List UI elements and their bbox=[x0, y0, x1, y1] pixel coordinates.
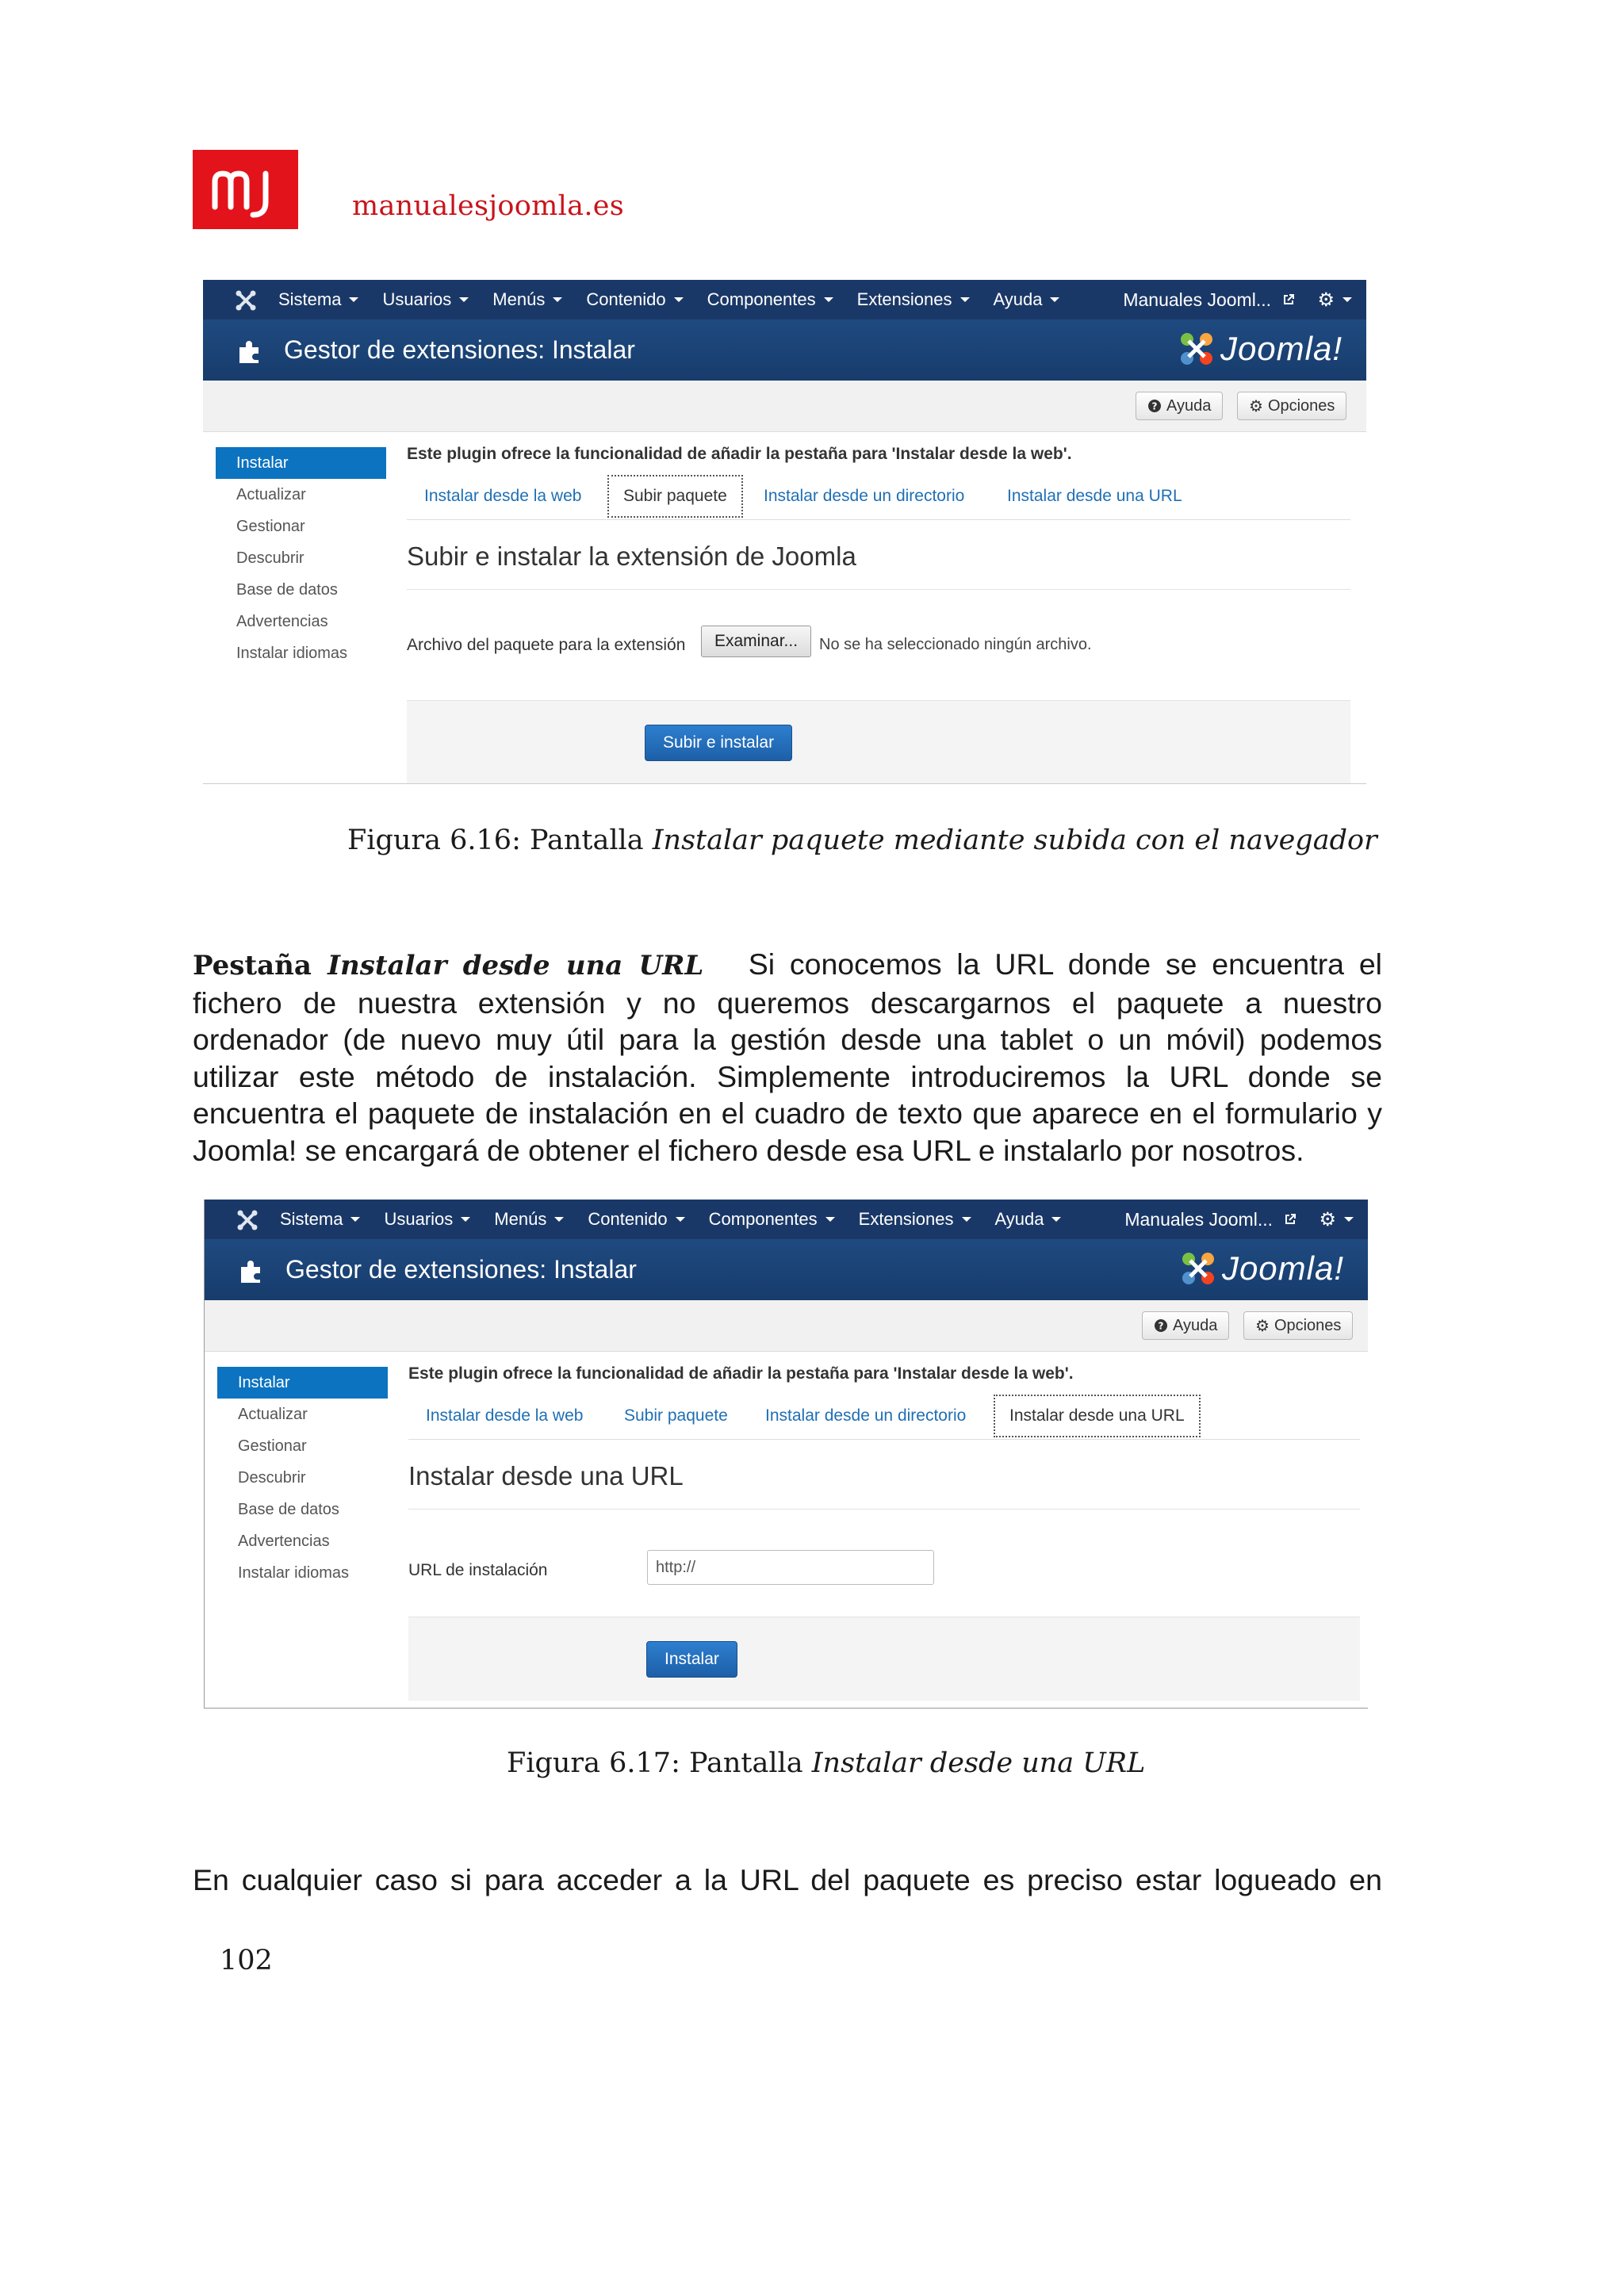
caret-down-icon bbox=[350, 1217, 360, 1222]
help-button[interactable]: ? Ayuda bbox=[1136, 392, 1223, 420]
body-paragraph-2: En cualquier caso si para acceder a la URL del paquete es preciso estar logueado en bbox=[193, 1863, 1382, 1896]
sidebar-item-instalar-idiomas[interactable]: Instalar idiomas bbox=[236, 644, 348, 662]
install-url-label: URL de instalación bbox=[408, 1561, 548, 1579]
install-url-input[interactable]: http:// bbox=[647, 1550, 934, 1585]
site-link[interactable]: Manuales Jooml... bbox=[1124, 1200, 1297, 1239]
figure-caption-1: Figura 6.16: Pantalla Instalar paquete mediante subida con el navegador bbox=[347, 825, 1377, 856]
question-icon bbox=[1147, 399, 1162, 413]
svg-text:?: ? bbox=[1158, 1320, 1164, 1332]
svg-text:?: ? bbox=[1151, 400, 1158, 412]
tab-install-from-url[interactable]: Instalar desde una URL bbox=[1007, 487, 1182, 505]
no-file-text: No se ha seleccionado ningún archivo. bbox=[819, 636, 1092, 653]
caret-down-icon bbox=[1342, 297, 1352, 302]
upload-install-button[interactable]: Subir e instalar bbox=[645, 725, 792, 761]
question-icon bbox=[1154, 1318, 1168, 1333]
sidebar-item-base-de-datos[interactable]: Base de datos bbox=[236, 580, 338, 599]
toolbar bbox=[205, 1300, 1368, 1352]
puzzle-icon bbox=[236, 338, 263, 365]
site-link[interactable]: Manuales Jooml... bbox=[1123, 280, 1295, 320]
caret-down-icon bbox=[1050, 297, 1059, 302]
tab-upload-package[interactable]: Subir paquete bbox=[607, 475, 743, 518]
admin-top-menu bbox=[203, 280, 1366, 320]
caret-down-icon bbox=[674, 297, 684, 302]
gear-icon: ⚙ bbox=[1319, 1208, 1336, 1230]
tab-install-from-directory[interactable]: Instalar desde un directorio bbox=[764, 487, 965, 505]
sidebar-item-actualizar[interactable]: Actualizar bbox=[238, 1405, 308, 1423]
plugin-notice: Este plugin ofrece la funcionalidad de añadir la pestaña para 'Instalar desde la web'. bbox=[408, 1364, 1074, 1383]
figure-bottom-border bbox=[203, 783, 1366, 784]
settings-menu[interactable] bbox=[1319, 1200, 1354, 1239]
tab-install-from-web[interactable]: Instalar desde la web bbox=[426, 1406, 584, 1425]
paragraph-lead: Pestaña Instalar desde una URL bbox=[193, 950, 704, 982]
options-button[interactable]: ⚙ Opciones bbox=[1243, 1311, 1353, 1340]
menu-contenido[interactable]: Contenido bbox=[586, 289, 683, 310]
title-bar bbox=[205, 1239, 1368, 1300]
tab-install-from-directory[interactable]: Instalar desde un directorio bbox=[765, 1406, 967, 1425]
sidebar bbox=[216, 447, 386, 669]
figure-upload-package bbox=[203, 280, 1366, 784]
external-link-icon bbox=[1282, 293, 1295, 306]
sidebar-item-base-de-datos[interactable]: Base de datos bbox=[238, 1500, 339, 1518]
menu-sistema[interactable]: Sistema bbox=[278, 289, 358, 310]
sidebar-item-instalar-idiomas[interactable]: Instalar idiomas bbox=[238, 1563, 350, 1582]
main-menu bbox=[278, 280, 1083, 320]
sidebar-item-advertencias[interactable]: Advertencias bbox=[238, 1532, 330, 1550]
joomla-logo: Joomla! bbox=[1179, 1249, 1344, 1288]
toolbar bbox=[203, 381, 1366, 432]
menu-menus[interactable]: Menús bbox=[492, 289, 562, 310]
figure-caption-2: Figura 6.17: Pantalla Instalar desde una URL bbox=[507, 1747, 1146, 1779]
menu-extensiones[interactable]: Extensiones bbox=[857, 289, 970, 310]
install-tabs bbox=[407, 472, 1350, 520]
menu-usuarios[interactable]: Usuarios bbox=[384, 1209, 470, 1230]
sidebar-item-gestionar[interactable]: Gestionar bbox=[236, 517, 305, 535]
caret-down-icon bbox=[825, 1217, 835, 1222]
caret-down-icon bbox=[824, 297, 833, 302]
joomla-logo-icon bbox=[1178, 330, 1216, 368]
sidebar-item-gestionar[interactable]: Gestionar bbox=[238, 1437, 307, 1455]
caret-down-icon bbox=[459, 297, 469, 302]
form-actions bbox=[408, 1617, 1360, 1701]
menu-sistema[interactable]: Sistema bbox=[280, 1209, 360, 1230]
install-button[interactable]: Instalar bbox=[646, 1641, 737, 1678]
tab-install-from-url[interactable]: Instalar desde una URL bbox=[994, 1395, 1201, 1437]
menu-ayuda[interactable]: Ayuda bbox=[995, 1209, 1062, 1230]
form-actions bbox=[407, 700, 1350, 784]
menu-extensiones[interactable]: Extensiones bbox=[859, 1209, 971, 1230]
menu-componentes[interactable]: Componentes bbox=[707, 289, 833, 310]
sidebar-item-actualizar[interactable]: Actualizar bbox=[236, 485, 306, 503]
section-title: Subir e instalar la extensión de Joomla bbox=[407, 541, 1350, 590]
menu-ayuda[interactable]: Ayuda bbox=[994, 289, 1060, 310]
admin-top-menu bbox=[205, 1200, 1368, 1239]
page-title: Gestor de extensiones: Instalar bbox=[285, 1255, 637, 1284]
main-menu bbox=[280, 1200, 1085, 1239]
gear-icon: ⚙ bbox=[1255, 1317, 1270, 1335]
caret-down-icon bbox=[349, 297, 358, 302]
sidebar-item-descubrir[interactable]: Descubrir bbox=[236, 549, 304, 567]
caret-down-icon bbox=[553, 297, 562, 302]
site-name: manualesjoomla.es bbox=[352, 190, 625, 222]
tab-upload-package[interactable]: Subir paquete bbox=[624, 1406, 728, 1425]
page-title: Gestor de extensiones: Instalar bbox=[284, 335, 635, 364]
browse-button[interactable]: Examinar... bbox=[701, 626, 811, 657]
caret-down-icon bbox=[1344, 1217, 1354, 1222]
menu-componentes[interactable]: Componentes bbox=[709, 1209, 835, 1230]
joomla-logo: Joomla! bbox=[1178, 329, 1342, 369]
figure-install-from-url bbox=[204, 1200, 1368, 1709]
caret-down-icon bbox=[676, 1217, 685, 1222]
sidebar-item-advertencias[interactable]: Advertencias bbox=[236, 612, 328, 630]
caret-down-icon bbox=[1051, 1217, 1061, 1222]
joomla-menu-icon[interactable] bbox=[236, 1209, 259, 1231]
menu-contenido[interactable]: Contenido bbox=[588, 1209, 684, 1230]
sidebar-item-descubrir[interactable]: Descubrir bbox=[238, 1468, 306, 1487]
caret-down-icon bbox=[554, 1217, 564, 1222]
install-tabs bbox=[408, 1391, 1360, 1440]
caret-down-icon bbox=[461, 1217, 470, 1222]
manualesjoomla-logo bbox=[193, 150, 298, 229]
title-bar bbox=[203, 320, 1366, 381]
section-title: Instalar desde una URL bbox=[408, 1461, 1360, 1510]
page-number: 102 bbox=[220, 1945, 273, 1976]
external-link-icon bbox=[1284, 1213, 1297, 1226]
joomla-logo-icon bbox=[1179, 1249, 1217, 1288]
sidebar-item-instalar[interactable]: Instalar bbox=[216, 447, 386, 479]
caret-down-icon bbox=[960, 297, 970, 302]
tab-install-from-web[interactable]: Instalar desde la web bbox=[424, 487, 582, 505]
puzzle-icon bbox=[238, 1257, 265, 1284]
body-paragraph-1: Pestaña Instalar desde una URL Si conocemos la URL donde se encuentra el fichero de nuestra extensión y no queremos descargarnos el paquete a nuestro ordenador (de nuevo muy útil para la gestión desde una tablet o un móvil) podemos utilizar este método de instalación. Simplemente introduciremos la URL donde se encuentra el paquete de instalación en el cuadro de texto que aparece en el formulario y Joomla! se encargará de obtener el fichero desde esa URL e instalarlo por nosotros. bbox=[193, 947, 1383, 1167]
gear-icon: ⚙ bbox=[1249, 397, 1263, 415]
help-button[interactable]: ? Ayuda bbox=[1142, 1311, 1229, 1340]
joomla-menu-icon[interactable] bbox=[235, 289, 257, 312]
sidebar-item-instalar[interactable]: Instalar bbox=[217, 1367, 388, 1399]
plugin-notice: Este plugin ofrece la funcionalidad de añadir la pestaña para 'Instalar desde la web'. bbox=[407, 445, 1072, 463]
package-file-label: Archivo del paquete para la extensión bbox=[407, 636, 686, 654]
sidebar bbox=[217, 1367, 388, 1589]
menu-menus[interactable]: Menús bbox=[494, 1209, 564, 1230]
menu-usuarios[interactable]: Usuarios bbox=[382, 289, 469, 310]
options-button[interactable]: ⚙ Opciones bbox=[1237, 392, 1346, 420]
gear-icon: ⚙ bbox=[1317, 289, 1335, 311]
caret-down-icon bbox=[962, 1217, 971, 1222]
settings-menu[interactable] bbox=[1317, 280, 1352, 320]
